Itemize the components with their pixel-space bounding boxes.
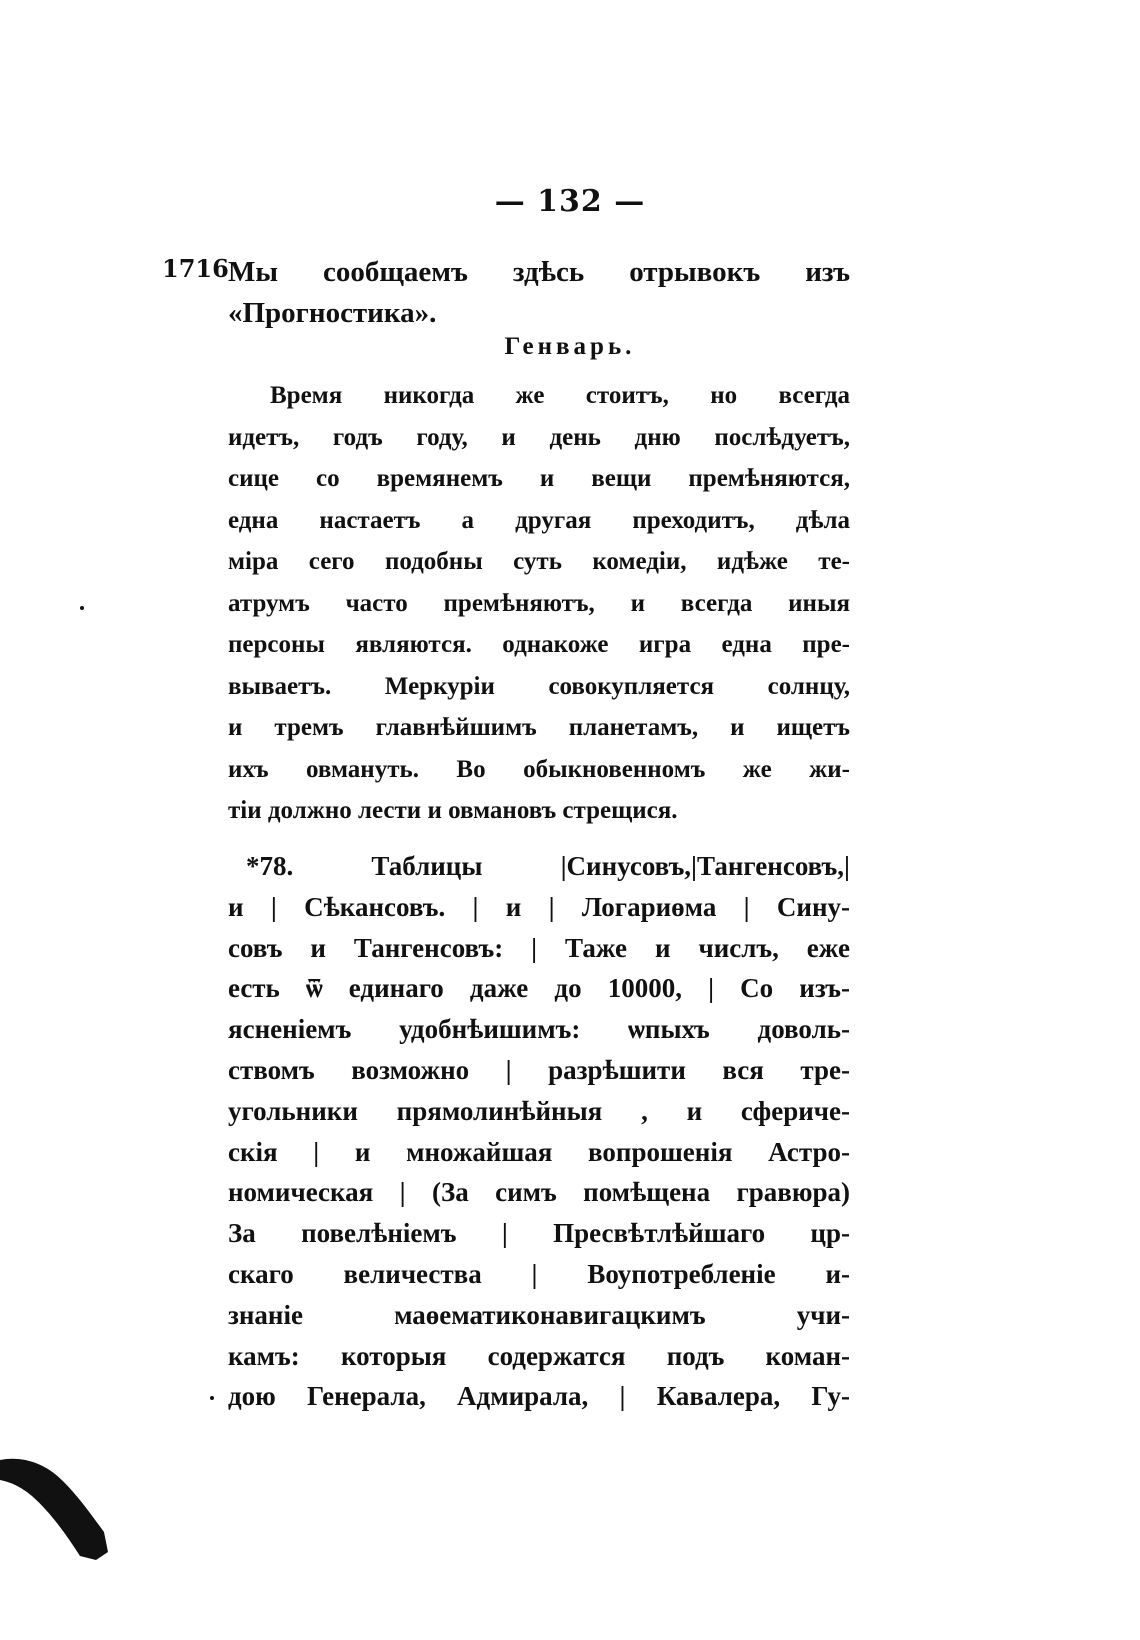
- ink-speck: [80, 606, 84, 610]
- text-line: вываетъ. Меркуріи совокупляется солнцу,: [228, 672, 850, 700]
- text-line: Время никогда же стоитъ, но всегда: [270, 382, 850, 409]
- text-line: совъ и Тангенсовъ: | Таже и числъ, еже: [228, 932, 850, 963]
- text-line: *78. Таблицы |Синусовъ,|Тангенсовъ,|: [246, 851, 850, 881]
- text-line: дою Генерала, Адмирала, | Кавалера, Гу-: [228, 1381, 850, 1412]
- text-line: знаніе маөематиконавигацкимъ учи-: [228, 1299, 850, 1330]
- text-line: и | Сѣкансовъ. | и | Логариөма | Сину-: [228, 891, 850, 922]
- scan-blot: [0, 1452, 110, 1562]
- text-line: тіи должно лести и овмановъ стрещися.: [228, 797, 678, 824]
- bibliographic-entry: [228, 846, 850, 1417]
- ink-speck: [210, 1396, 214, 1400]
- text-line: номическая | (За симъ помѣщена гравюра): [228, 1177, 850, 1208]
- intro-paragraph: [228, 252, 850, 334]
- text-line: «Прогностика».: [228, 297, 437, 329]
- text-line: скаго величества | Воупотребленіе и-: [228, 1258, 850, 1289]
- text-line: міра сего подобны суть комедіи, идѣже те-: [228, 548, 850, 575]
- scan-blot-shape: [0, 1459, 108, 1560]
- text-line: камъ: которыя содержатся подъ коман-: [228, 1340, 850, 1371]
- quoted-passage: [228, 375, 850, 832]
- text-line: За повелѣніемъ | Пресвѣтлѣйшаго цр-: [228, 1218, 850, 1249]
- section-heading: Генварь.: [504, 333, 636, 360]
- page-number: — 132 —: [494, 184, 646, 219]
- text-line: скія | и множайшая вопрошенія Астро-: [228, 1136, 850, 1167]
- text-line: персоны являются. однакоже игра една пре-: [228, 631, 850, 658]
- text-line: сице со времянемъ и вещи премѣняются,: [228, 465, 850, 492]
- text-line: угольники прямолинѣйныя , и сфериче-: [228, 1095, 850, 1126]
- text-line: ясненіемъ удобнѣишимъ: ѡпыхъ доволь-: [228, 1014, 850, 1045]
- text-line: атрумъ часто премѣняютъ, и всегда иныя: [228, 589, 850, 617]
- text-line: идетъ, годъ году, и день дню послѣдуетъ,: [228, 423, 850, 451]
- text-line: ствомъ возможно | разрѣшити вся тре-: [228, 1054, 850, 1085]
- margin-year: 1716: [162, 254, 229, 283]
- text-line: и тремъ главнѣйшимъ планетамъ, и ищетъ: [228, 714, 850, 741]
- text-line: ихъ овмануть. Во обыкновенномъ же жи-: [228, 755, 850, 783]
- text-line: една настаетъ а другая преходитъ, дѣла: [228, 506, 850, 534]
- text-line: Мы сообщаемъ здѣсь отрывокъ изъ: [228, 256, 850, 288]
- text-line: есть ѿ единаго даже до 10000, | Со изъ-: [228, 973, 850, 1004]
